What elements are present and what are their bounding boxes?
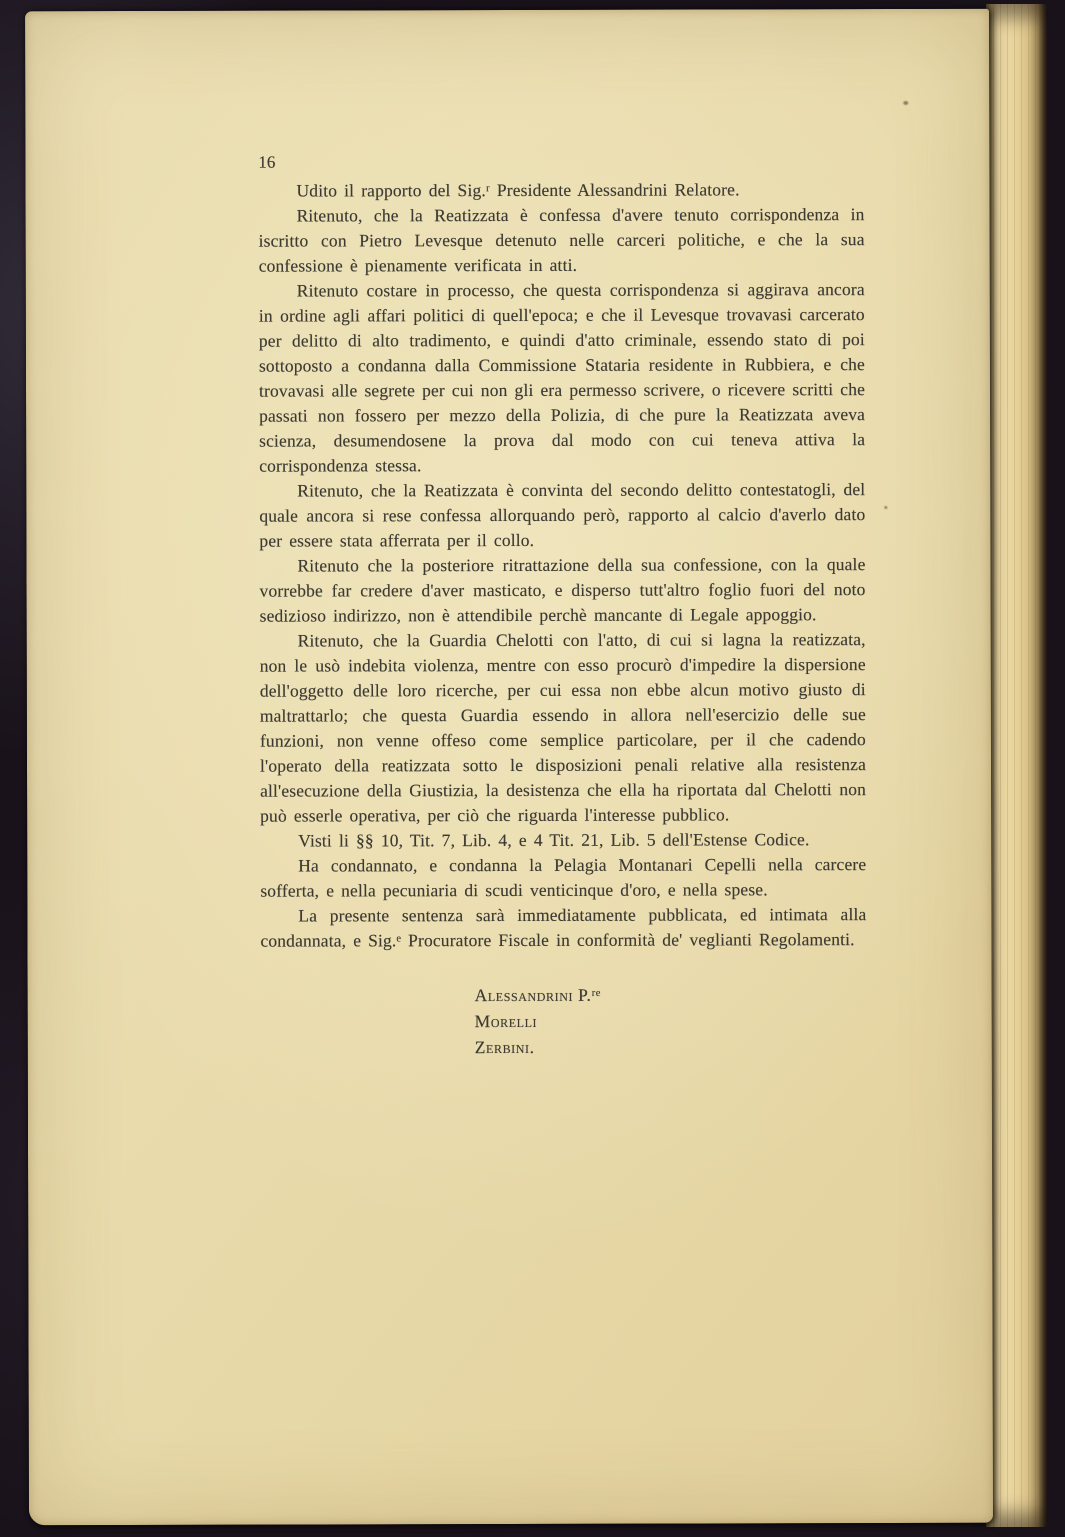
- paragraph: Ritenuto, che la Reatizzata è convinta del secondo delitto contestatogli, del quale ancora si rese confessa allorquando però, rapporto al calcio d'averlo dato per essere stata afferrata per il collo.: [259, 479, 866, 551]
- signature-line: Morelli: [474, 1010, 538, 1032]
- signature-block: [475, 981, 867, 1060]
- paragraph: Ritenuto costare in processo, che questa corrispondenza si aggirava ancora in ordine agli affari politici di quell'epoca; e che il Levesque trovavasi carcerato per delitto di alto tradimento, e quindi d'atto criminale, essendo stato di poi sottoposto a condanna dalla Commissione Stataria residente in Rubbiera, e che trovavasi alle segrete per cui non gli era permesso scrivere, o ricevere scritti che passati non fossero per mezzo della Polizia, di che pure la Reatizzata aveva scienza, desumendosene la prova dal modo con cui teneva attiva la corrispondenza stessa.: [258, 279, 866, 476]
- signature-line: Alessandrini P.ʳᵉ: [474, 984, 601, 1006]
- book-page: [25, 9, 993, 1526]
- signature-line: Zerbini.: [474, 1036, 535, 1058]
- paragraph: Udito il rapporto del Sig.ʳ Presidente Alessandrini Relatore.: [296, 179, 740, 201]
- paragraph: Ha condannato, e condanna la Pelagia Montanari Cepelli nella carcere sofferta, e nella pecuniaria di scudi venticinque d'oro, e nella spese.: [260, 854, 867, 901]
- paragraph: La presente sentenza sarà immediatamente pubblicata, ed intimata alla condannata, e Sig.ᵉ Procuratore Fiscale in conformità de' veglianti Regolamenti.: [260, 904, 867, 951]
- paragraph: Ritenuto, che la Reatizzata è confessa d'avere tenuto corrispondenza in iscritto con Pietro Levesque detenuto nelle carceri politiche, e che la sua confessione è pienamente verificata in atti.: [258, 204, 865, 276]
- page-number: 16: [258, 152, 276, 172]
- page-content: [258, 148, 866, 1061]
- paragraph: Ritenuto che la posteriore ritrattazione della sua confessione, con la quale vorrebbe far credere d'aver masticato, e disperso tutt'altro foglio fuori del noto sedizioso indirizzo, non è attendibile perchè mancante di Legale appoggio.: [259, 554, 866, 626]
- book-fore-edge-pages: [986, 4, 1048, 1527]
- paragraph: Ritenuto, che la Guardia Chelotti con l'atto, di cui si lagna la reatizzata, non le usò indebita violenza, mentre con esso procurò d'impedire la dispersione dell'oggetto delle loro ricerche, per cui essa non ebbe alcun motivo giusto di maltrattarlo; che questa Guardia essendo in allora nell'esercizio delle sue funzioni, non venne offeso come semplice particolare, per il che cadendo l'operato della reatizzata sotto le disposizioni penali relative alla resistenza all'esecuzione della Giustizia, la desistenza che ella ha riportata dal Chelotti non può esserle operativa, per ciò che riguarda l'interesse pubblico.: [259, 629, 867, 826]
- paper-speck: [884, 506, 887, 509]
- body-text: [258, 177, 866, 954]
- paper-speck: [903, 101, 908, 105]
- paragraph: Visti li §§ 10, Tit. 7, Lib. 4, e 4 Tit. 21, Lib. 5 dell'Estense Codice.: [298, 829, 810, 851]
